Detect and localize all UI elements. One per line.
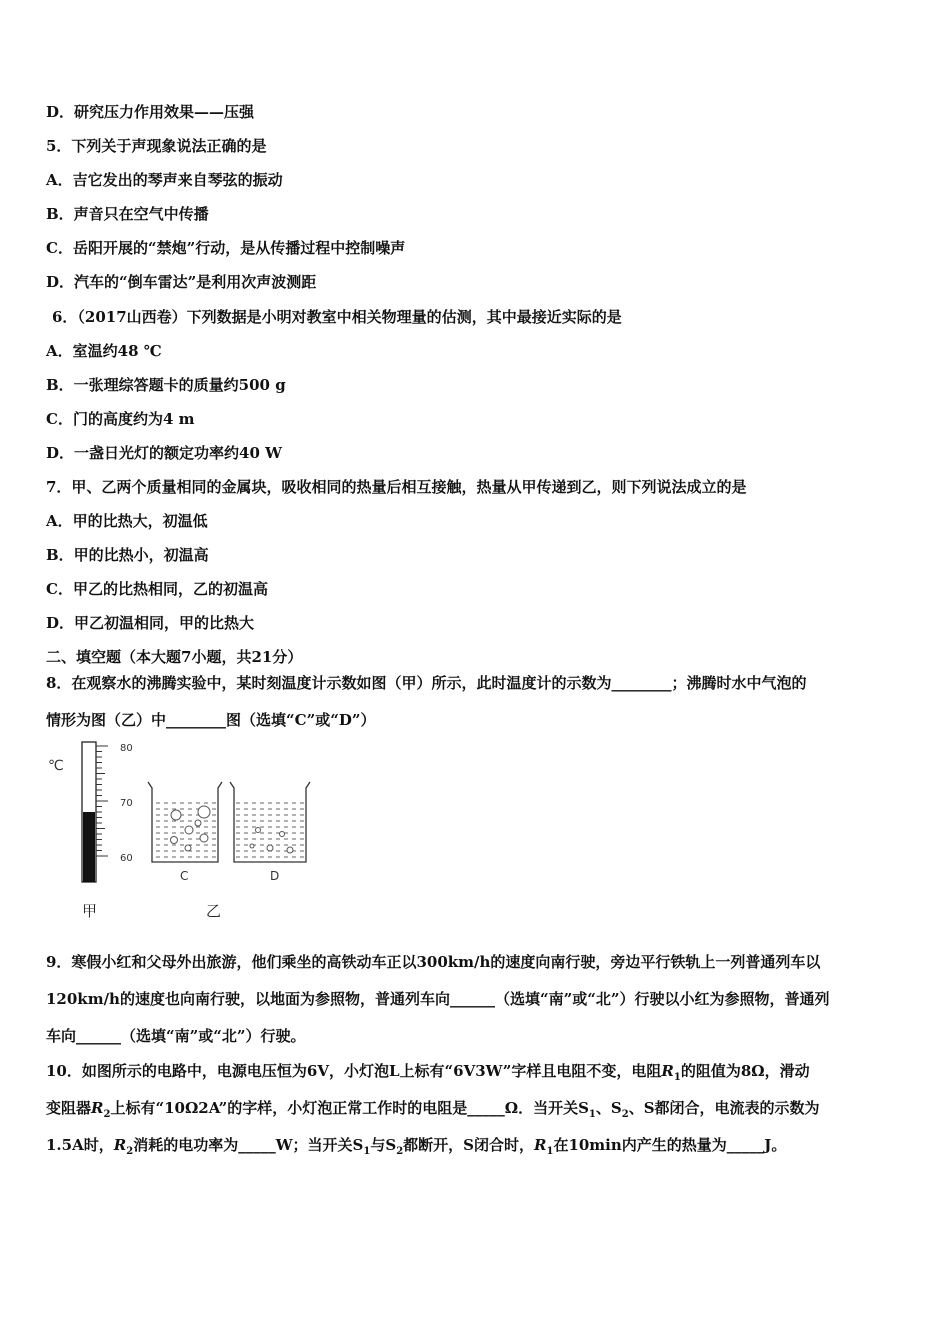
thermometer-mercury (83, 812, 95, 882)
q10-line2: 变阻器$R_2$上标有“10Ω2A”的字样，小灯泡正常工作时的电阻是_____Ω．当开关$S_1$、$S_2$、S都闭合，电流表的示数为 (46, 1099, 820, 1120)
q10-line1: 10．如图所示的电路中，电源电压恒为6V，小灯泡L上标有“6V3W”字样且电阻不变，电阻$R_1$的阻值为8Ω，滑动 (46, 1062, 810, 1083)
q4-option-d: D．研究压力作用效果——压强 (46, 103, 255, 121)
q9-line3: 车向______（选填“南”或“北”）行驶。 (46, 1027, 306, 1045)
q6-option-a: A．室温约48 ℃ (46, 342, 162, 360)
q9-line2: 120km/h的速度也向南行驶，以地面为参照物，普通列车向______（选填“南”或“北”）行驶以小红为参照物，普通列 (46, 990, 830, 1008)
q6-option-b: B．一张理综答题卡的质量约500 g (46, 376, 286, 394)
tick-label-60: 60 (120, 853, 133, 864)
q7-stem: 7．甲、乙两个质量相同的金属块，吸收相同的热量后相互接触，热量从甲传递到乙，则下列说法成立的是 (46, 478, 747, 496)
q5-option-d: D．汽车的“倒车雷达”是利用次声波测距 (46, 273, 317, 291)
q8-figure (44, 740, 324, 920)
tick-label-80: 80 (120, 743, 133, 754)
beaker-c (148, 782, 222, 883)
beaker-d (230, 782, 310, 883)
q9-line1: 9．寒假小红和父母外出旅游，他们乘坐的高铁动车正以300km/h的速度向南行驶，旁边平行铁轨上一列普通列车以 (46, 953, 821, 971)
q8-stem-line1: 8．在观察水的沸腾实验中，某时刻温度计示数如图（甲）所示，此时温度计的示数为________；沸腾时水中气泡的 (46, 674, 807, 692)
label-yi: 乙 (206, 902, 222, 920)
celsius-unit: ℃ (48, 758, 64, 774)
q6-option-d: D．一盏日光灯的额定功率约40 W (46, 444, 282, 462)
beaker-c-label: C (180, 869, 189, 883)
q6-option-c: C．门的高度约为4 m (46, 410, 195, 428)
section-heading: 二、填空题（本大题7小题，共21分） (46, 648, 303, 666)
q5-option-c: C．岳阳开展的“禁炮”行动，是从传播过程中控制噪声 (46, 239, 406, 257)
q5-option-a: A．吉它发出的琴声来自琴弦的振动 (46, 171, 283, 189)
q5-stem: 5．下列关于声现象说法正确的是 (46, 137, 267, 155)
q7-option-c: C．甲乙的比热相同，乙的初温高 (46, 580, 268, 598)
q7-option-d: D．甲乙初温相同，甲的比热大 (46, 614, 255, 632)
q10-line3: 1.5A时，$R_2$消耗的电功率为_____W；当开关$S_1$与$S_2$都断开，S闭合时，$R_1$在10min内产生的热量为_____J。 (46, 1136, 787, 1157)
label-jia: 甲 (82, 902, 98, 920)
tick-label-70: 70 (120, 798, 133, 809)
q7-option-a: A．甲的比热大，初温低 (46, 512, 208, 530)
thermometer-ticks (96, 746, 108, 856)
q6-stem: 6．（2017山西卷）下列数据是小明对教室中相关物理量的估测，其中最接近实际的是 (52, 308, 622, 326)
q7-option-b: B．甲的比热小，初温高 (46, 546, 209, 564)
beaker-d-label: D (270, 869, 280, 883)
q5-option-b: B．声音只在空气中传播 (46, 205, 209, 223)
q8-stem-line2: 情形为图（乙）中________图（选填“C”或“D”） (46, 711, 376, 729)
